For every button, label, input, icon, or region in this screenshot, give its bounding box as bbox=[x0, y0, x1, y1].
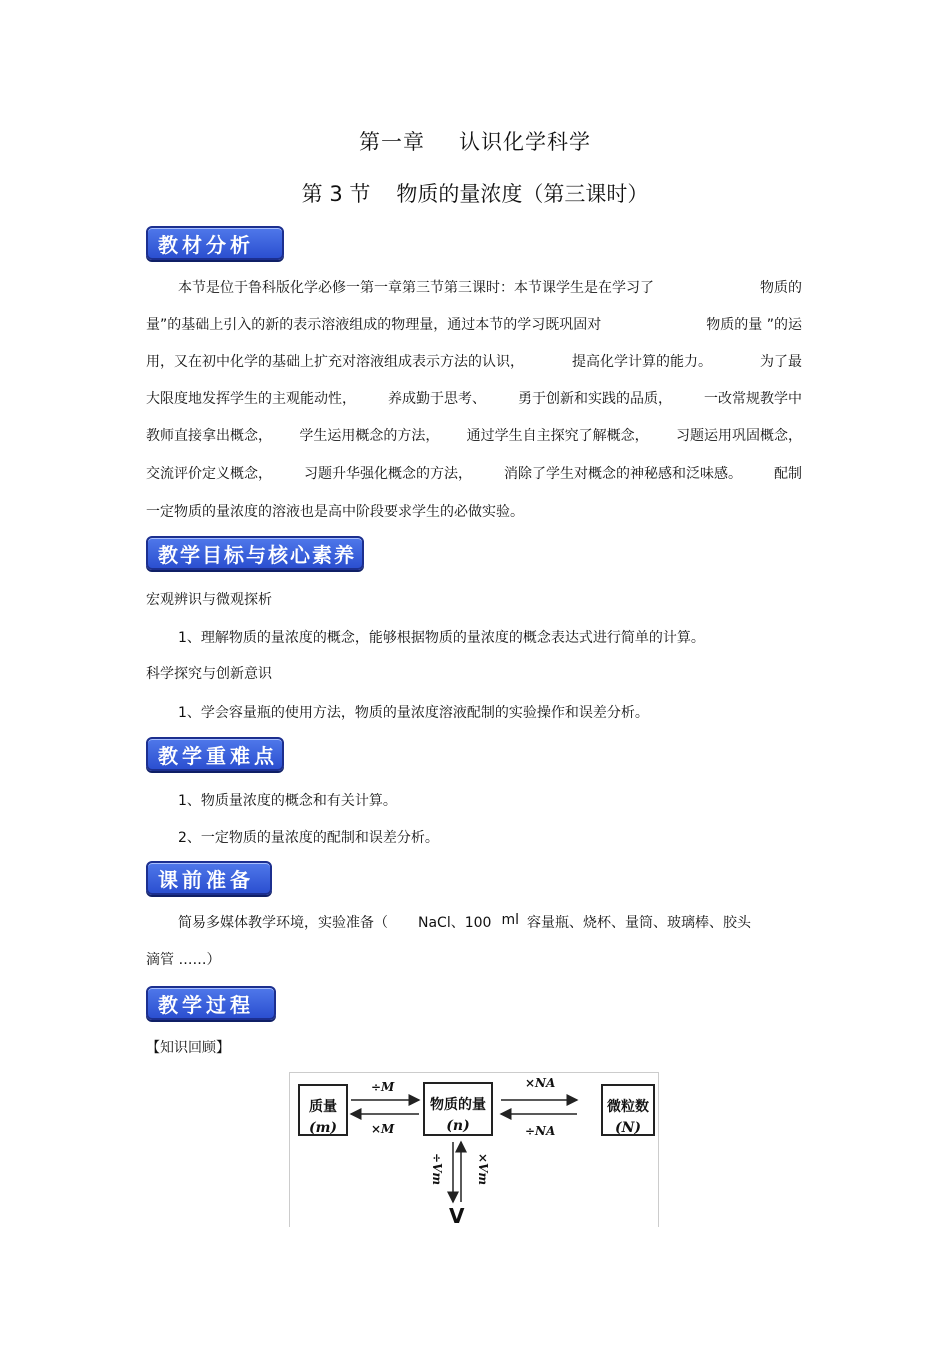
particle-label: 微粒数 bbox=[607, 1099, 649, 1115]
analysis-segment: 养成勤于思考、 bbox=[388, 391, 486, 407]
op-div-m: ÷M bbox=[371, 1080, 395, 1094]
op-mul-m: ×M bbox=[371, 1122, 395, 1136]
section-title bbox=[0, 178, 950, 208]
mass-label: 质量 bbox=[309, 1099, 337, 1115]
goal-item-2: 1、学会容量瓶的使用方法，物质的量浓度溶液配制的实验操作和误差分析。 bbox=[178, 705, 649, 721]
section-number: 第 3 节 bbox=[301, 182, 371, 206]
particle-symbol: (N) bbox=[614, 1120, 642, 1136]
analysis-segment: 一改常规教学中 bbox=[704, 391, 802, 407]
analysis-segment: 配制 bbox=[774, 466, 802, 482]
analysis-segment: 一定物质的量浓度的溶液也是高中阶段要求学生的必做实验。 bbox=[146, 504, 524, 520]
analysis-segment: 用，又在初中化学的基础上扩充对溶液组成表示方法的认识， bbox=[146, 354, 524, 370]
chapter-number: 第一章 bbox=[359, 130, 425, 154]
analysis-segment: 学生运用概念的方法， bbox=[299, 428, 440, 444]
badge-preparation: 课前准备 bbox=[146, 861, 272, 895]
knowledge-review-heading: 【知识回顾】 bbox=[146, 1040, 230, 1056]
diagram-arrows bbox=[289, 1072, 659, 1228]
mole-symbol: (n) bbox=[446, 1118, 470, 1134]
mass-symbol: (m) bbox=[308, 1120, 338, 1136]
analysis-line bbox=[146, 314, 802, 334]
preparation-line-2: 滴管 ……） bbox=[146, 952, 221, 968]
analysis-segment: 交流评价定义概念， bbox=[146, 466, 272, 482]
analysis-segment: 勇于创新和实践的品质， bbox=[518, 391, 672, 407]
analysis-line bbox=[146, 351, 802, 371]
analysis-segment: 消除了学生对概念的神秘感和泛味感。 bbox=[504, 466, 742, 482]
section-name: 物质的量浓度（第三课时） bbox=[396, 182, 649, 206]
analysis-line bbox=[146, 501, 802, 521]
op-div-vm: ÷Vm bbox=[430, 1152, 445, 1186]
prep-text-b: NaCl、100 bbox=[418, 915, 492, 931]
analysis-segment: 量”的基础上引入的新的表示溶液组成的物理量，通过本节的学习既巩固对 bbox=[146, 317, 602, 333]
op-mul-vm: ×Vm bbox=[476, 1152, 491, 1186]
analysis-segment: 物质的 bbox=[760, 280, 802, 296]
prep-text-c: ml bbox=[501, 912, 519, 928]
analysis-line bbox=[178, 277, 802, 297]
analysis-segment: 本节是位于鲁科版化学必修一第一章第三节第三课时：本节课学生是在学习了 bbox=[178, 280, 654, 296]
op-div-na: ÷NA bbox=[525, 1124, 556, 1138]
analysis-segment: 为了最 bbox=[760, 354, 802, 370]
analysis-segment: 通过学生自主探究了解概念， bbox=[466, 428, 649, 444]
chapter-title bbox=[0, 126, 950, 156]
analysis-line bbox=[146, 425, 802, 445]
prep-text-d: 容量瓶、烧杯、量筒、玻璃棒、胶头 bbox=[526, 915, 751, 931]
badge-analysis: 教材分析 bbox=[146, 226, 284, 260]
volume-symbol: V bbox=[449, 1204, 465, 1228]
analysis-segment: 提高化学计算的能力。 bbox=[572, 354, 712, 370]
key-point-2: 2、一定物质的量浓度的配制和误差分析。 bbox=[178, 830, 439, 846]
op-mul-na: ×NA bbox=[525, 1076, 556, 1090]
key-point-1: 1、物质量浓度的概念和有关计算。 bbox=[178, 793, 397, 809]
analysis-segment: 大限度地发挥学生的主观能动性， bbox=[146, 391, 356, 407]
analysis-segment: 物质的量 ”的运 bbox=[706, 317, 802, 333]
badge-process: 教学过程 bbox=[146, 986, 276, 1020]
goal-category-1: 宏观辨识与微观探析 bbox=[146, 592, 272, 608]
badge-goals: 教学目标与核心素养 bbox=[146, 536, 364, 570]
goal-category-2: 科学探究与创新意识 bbox=[146, 666, 272, 682]
preparation-line-1 bbox=[178, 912, 778, 932]
analysis-segment: 习题升华强化概念的方法， bbox=[304, 466, 472, 482]
analysis-line bbox=[146, 463, 802, 483]
mole-label: 物质的量 bbox=[430, 1097, 486, 1113]
chapter-name: 认识化学科学 bbox=[459, 130, 591, 154]
analysis-segment: 习题运用巩固概念， bbox=[675, 428, 802, 444]
goal-item-1: 1、理解物质的量浓度的概念，能够根据物质的量浓度的概念表达式进行简单的计算。 bbox=[178, 630, 705, 646]
prep-text-a: 简易多媒体教学环境，实验准备（ bbox=[178, 915, 388, 931]
mole-conversion-diagram bbox=[289, 1072, 659, 1228]
analysis-line bbox=[146, 388, 802, 408]
badge-key-points: 教学重难点 bbox=[146, 737, 284, 771]
analysis-segment: 教师直接拿出概念， bbox=[146, 428, 272, 444]
